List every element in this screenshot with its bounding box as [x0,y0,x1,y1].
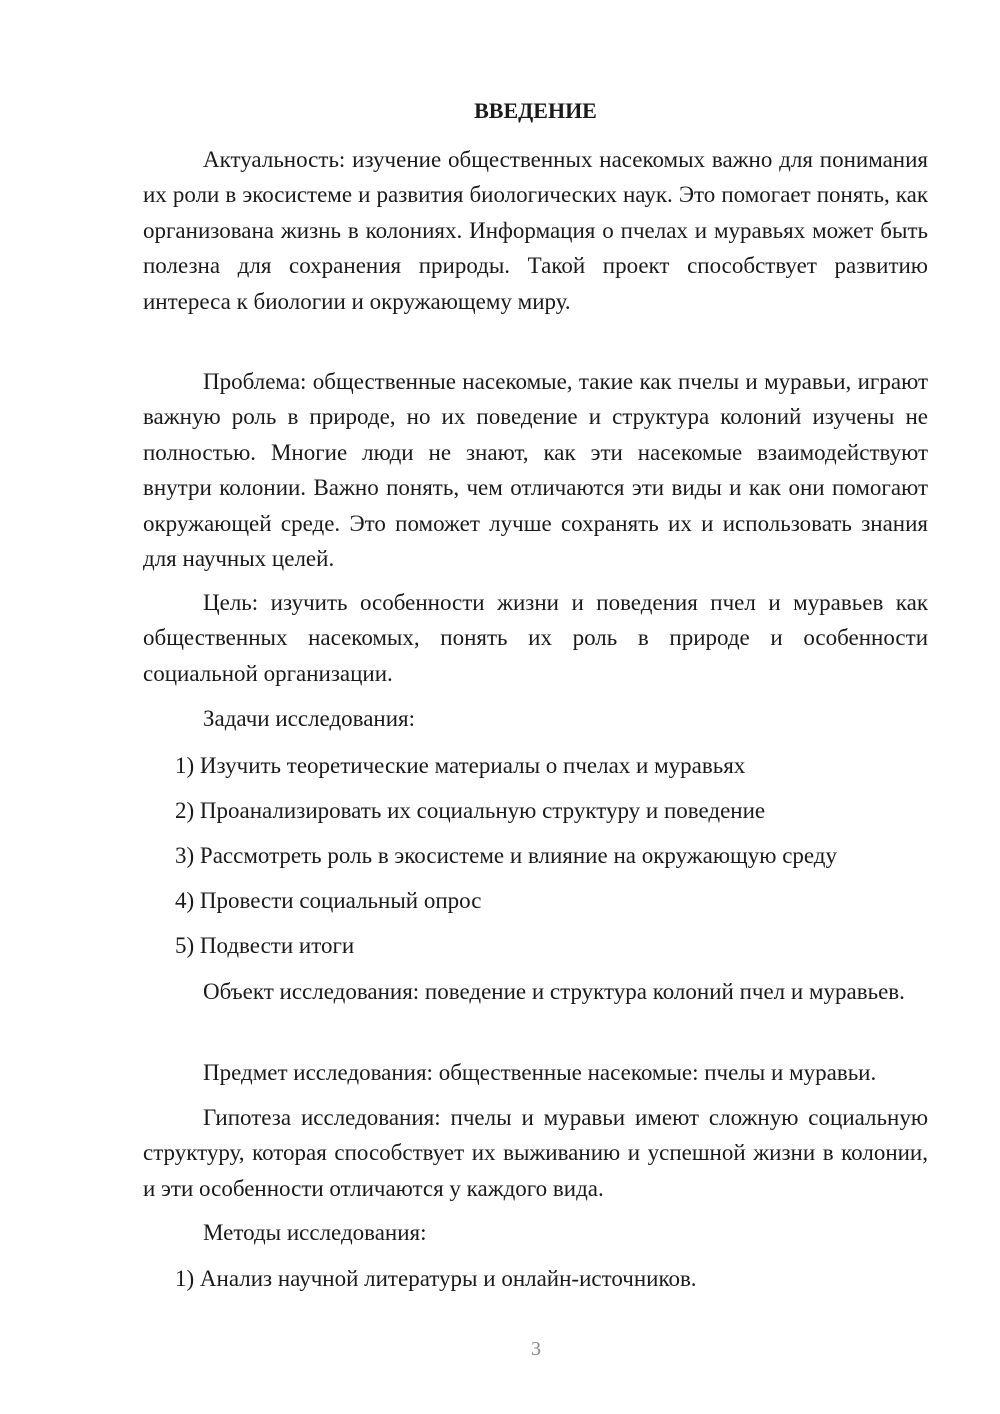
goal-paragraph: Цель: изучить особенности жизни и поведения пчел и муравьев как общественных насекомых, понять их роль в природе и особенности социальной организации. [143,590,928,686]
task-item: 2) Проанализировать их социальную структуру и поведение [175,798,766,823]
task-item: 5) Подвести итоги [175,933,355,958]
object-paragraph: Объект исследования: поведение и структура колоний пчел и муравьев. [203,979,905,1004]
section-heading: ВВЕДЕНИЕ [474,98,597,123]
problem-paragraph: Проблема: общественные насекомые, такие как пчелы и муравьи, играют важную роль в природе, но их поведение и структура колоний изучены не полностью. Многие люди не знают, как эти насекомые взаимодействуют внутри колонии. Важно понять, чем отличаются эти виды и как они помогают окружающей среде. Это поможет лучше сохранять их и использовать знания для научных целей. [143,369,928,572]
subject-paragraph: Предмет исследования: общественные насекомые: пчелы и муравьи. [203,1060,877,1085]
methods-title: Методы исследования: [203,1220,427,1245]
hypothesis-paragraph: Гипотеза исследования: пчелы и муравьи имеют сложную социальную структуру, которая способствует их выживанию и успешной жизни в колонии, и эти особенности отличаются у каждого вида. [143,1105,928,1201]
relevance-paragraph: Актуальность: изучение общественных насекомых важно для понимания их роли в экосистеме и развития биологических наук. Это помогает понять, как организована жизнь в колониях. Информация о пчелах и муравьях может быть полезна для сохранения природы. Такой проект способствует развитию интереса к биологии и окружающему миру. [143,147,928,314]
page-number: 3 [531,1338,541,1360]
method-item: 1) Анализ научной литературы и онлайн-источников. [175,1266,697,1291]
task-item: 1) Изучить теоретические материалы о пчелах и муравьях [175,753,746,778]
tasks-title: Задачи исследования: [203,706,416,731]
task-item: 4) Провести социальный опрос [175,888,482,913]
task-item: 3) Рассмотреть роль в экосистеме и влияние на окружающую среду [175,843,838,868]
